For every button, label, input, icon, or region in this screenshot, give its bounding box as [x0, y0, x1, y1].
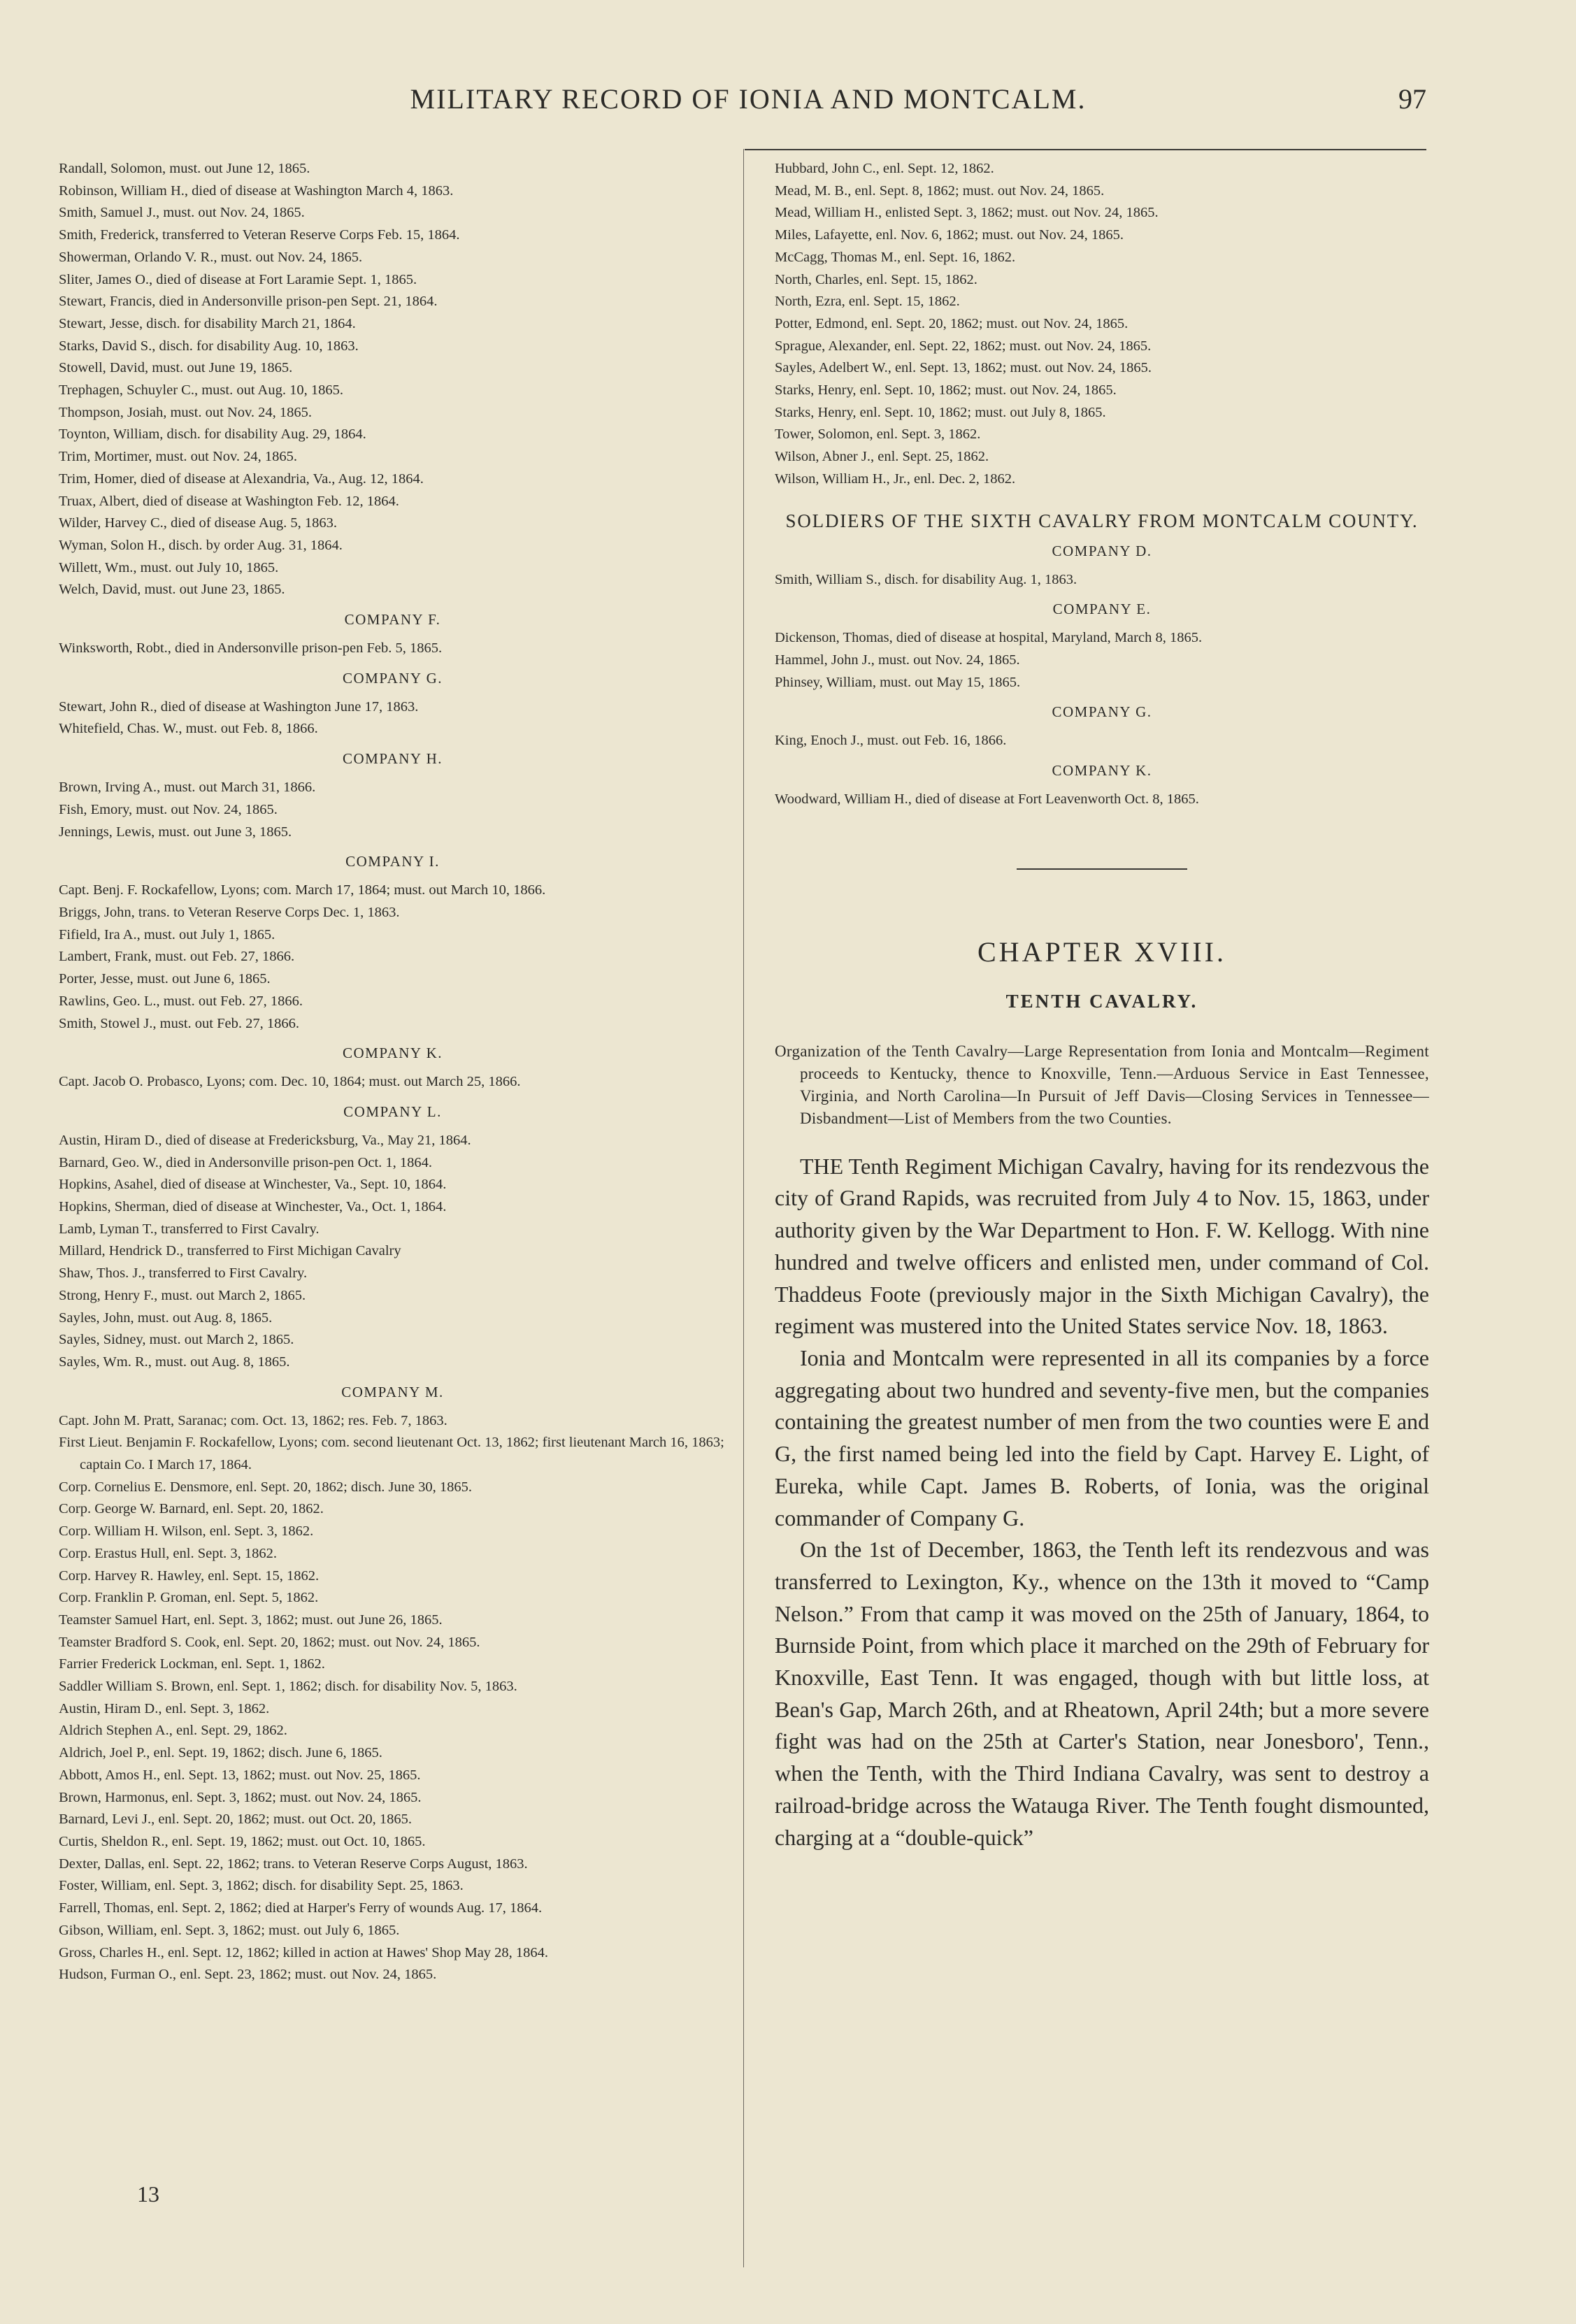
company-heading: COMPANY M.: [341, 1383, 444, 1400]
roster-entry: Sayles, Adelbert W., enl. Sept. 13, 1862; must. out Nov. 24, 1865.: [775, 360, 1152, 376]
roster-entry: Sprague, Alexander, enl. Sept. 22, 1862; must. out Nov. 24, 1865.: [775, 338, 1152, 354]
roster-entry: Lambert, Frank, must. out Feb. 27, 1866.: [59, 949, 295, 965]
roster-entry: Smith, William S., disch. for disability Aug. 1, 1863.: [775, 571, 1077, 587]
roster-entry: Barnard, Geo. W., died in Andersonville prison-pen Oct. 1, 1864.: [59, 1154, 433, 1170]
roster-entry: Gibson, William, enl. Sept. 3, 1862; must. out July 6, 1865.: [59, 1922, 400, 1938]
roster-entry: Starks, Henry, enl. Sept. 10, 1862; must. out July 8, 1865.: [775, 404, 1106, 420]
roster-entry: Truax, Albert, died of disease at Washington Feb. 12, 1864.: [59, 493, 399, 509]
company-heading: COMPANY G.: [343, 669, 443, 687]
roster-entry: Austin, Hiram D., enl. Sept. 3, 1862.: [59, 1700, 270, 1716]
section-rule: [1017, 868, 1187, 870]
company-heading: COMPANY L.: [343, 1103, 442, 1120]
roster-entry: Curtis, Sheldon R., enl. Sept. 19, 1862; must. out Oct. 10, 1865.: [59, 1834, 426, 1849]
roster-entry: Mead, M. B., enl. Sept. 8, 1862; must. out Nov. 24, 1865.: [775, 182, 1105, 199]
roster-entry: Brown, Irving A., must. out March 31, 1866.: [59, 780, 316, 796]
page-number: 97: [1398, 83, 1426, 115]
roster-entry: Starks, Henry, enl. Sept. 10, 1862; must. out Nov. 24, 1865.: [775, 382, 1117, 399]
roster-entry: Aldrich, Joel P., enl. Sept. 19, 1862; disch. June 6, 1865.: [59, 1745, 382, 1761]
roster-entry: Wilder, Harvey C., died of disease Aug. 5, 1863.: [59, 515, 338, 531]
roster-entry: Teamster Samuel Hart, enl. Sept. 3, 1862; must. out June 26, 1865.: [59, 1612, 443, 1628]
roster-entry: Jennings, Lewis, must. out June 3, 1865.: [59, 824, 292, 840]
roster-entry: Corp. Harvey R. Hawley, enl. Sept. 15, 1862.: [59, 1568, 320, 1584]
roster-entry: Hopkins, Asahel, died of disease at Winchester, Va., Sept. 10, 1864.: [59, 1177, 447, 1193]
roster-entry: Sayles, Sidney, must. out March 2, 1865.: [59, 1332, 294, 1348]
chapter-paragraph: Ionia and Montcalm were represented in all its companies by a force aggregating about two hundred and seventy-five men, but the companies containing the greatest number of men from the two counties were E and G, the first named being led into the field by Capt. Harvey E. Light, of Eureka, while Capt. James B. Roberts, of Ionia, was the original commander of Company G.: [775, 1344, 1429, 1530]
page-header: [70, 83, 1426, 131]
roster-entry: Farrell, Thomas, enl. Sept. 2, 1862; died at Harper's Ferry of wounds Aug. 17, 1864.: [59, 1900, 543, 1916]
roster-entry: Wyman, Solon H., disch. by order Aug. 31, 1864.: [59, 537, 343, 553]
roster-entry: Sayles, John, must. out Aug. 8, 1865.: [59, 1310, 273, 1326]
company-heading: COMPANY I.: [345, 853, 440, 870]
roster-entry: Phinsey, William, must. out May 15, 1865.: [775, 674, 1021, 690]
roster-entry: Rawlins, Geo. L., must. out Feb. 27, 1866.: [59, 993, 303, 1009]
company-heading: COMPANY K.: [1052, 762, 1152, 780]
roster-entry: Showerman, Orlando V. R., must. out Nov. 24, 1865.: [59, 249, 363, 265]
roster-entry: Miles, Lafayette, enl. Nov. 6, 1862; must. out Nov. 24, 1865.: [775, 227, 1124, 243]
chapter-body: [775, 1151, 1429, 1853]
company-heading: COMPANY H.: [343, 750, 443, 768]
roster-entry: Robinson, William H., died of disease at Washington March 4, 1863.: [59, 182, 454, 199]
roster-entry: Hopkins, Sherman, died of disease at Winchester, Va., Oct. 1, 1864.: [59, 1199, 447, 1215]
roster-entry: Welch, David, must. out June 23, 1865.: [59, 582, 285, 598]
roster-entry: Shaw, Thos. J., transferred to First Cavalry.: [59, 1265, 308, 1282]
roster-entry: Stewart, Jesse, disch. for disability March 21, 1864.: [59, 315, 356, 331]
header-rule: [745, 149, 1426, 150]
running-title: MILITARY RECORD OF IONIA AND MONTCALM.: [410, 83, 1087, 115]
roster-entry: Capt. John M. Pratt, Saranac; com. Oct. 13, 1862; res. Feb. 7, 1863.: [59, 1412, 447, 1428]
roster-entry: Willett, Wm., must. out July 10, 1865.: [59, 559, 279, 575]
roster-entry: Sayles, Wm. R., must. out Aug. 8, 1865.: [59, 1354, 290, 1370]
roster-entry: Teamster Bradford S. Cook, enl. Sept. 20, 1862; must. out Nov. 24, 1865.: [59, 1634, 480, 1650]
roster-entry: Woodward, William H., died of disease at Fort Leavenworth Oct. 8, 1865.: [775, 791, 1199, 808]
roster-entry: Mead, William H., enlisted Sept. 3, 1862; must. out Nov. 24, 1865.: [775, 205, 1159, 221]
roster-entry: Stewart, Francis, died in Andersonville prison-pen Sept. 21, 1864.: [59, 294, 438, 310]
roster-entry: Tower, Solomon, enl. Sept. 3, 1862.: [775, 426, 981, 443]
chapter-paragraph: On the 1st of December, 1863, the Tenth left its rendezvous and was transferred to Lexington, Ky., whence on the 13th it moved to “Camp Nelson.” From that camp it was moved on the 25th of January, 1864, to Burnside Point, from which place it marched on the 29th of February for Knoxville, East Tenn. It was engaged, though with but little loss, at Bean's Gap, March 26th, and at Rheatown, April 24th; but a more severe fight was had on the 25th at Carter's Station, near Jonesboro', Tenn., when the Tenth, with the Third Indiana Cavalry, was sent to destroy a railroad-bridge across the Watauga River. The Tenth fought dismounted, charging at a “double-quick”: [775, 1537, 1429, 1850]
company-heading: COMPANY E.: [1052, 601, 1152, 618]
roster-entry: Foster, William, enl. Sept. 3, 1862; disch. for disability Sept. 25, 1863.: [59, 1878, 464, 1894]
roster-entry: Randall, Solomon, must. out June 12, 1865.: [59, 161, 310, 176]
roster-entry: Sliter, James O., died of disease at Fort Laramie Sept. 1, 1865.: [59, 271, 417, 287]
right-column: [775, 158, 1429, 1853]
roster-entry: Trim, Mortimer, must. out Nov. 24, 1865.: [59, 449, 298, 465]
roster-entry: Thompson, Josiah, must. out Nov. 24, 1865.: [59, 404, 312, 420]
roster-entry: King, Enoch J., must. out Feb. 16, 1866.: [775, 733, 1007, 749]
roster-entry: Barnard, Levi J., enl. Sept. 20, 1862; must. out Oct. 20, 1865.: [59, 1812, 413, 1828]
chapter-synopsis: Organization of the Tenth Cavalry—Large Representation from Ionia and Montcalm—Regiment proceeds to Kentucky, thence to Knoxville, Tenn.—Arduous Service in East Tennessee, Virginia, and North Carolina—In Pursuit of Jeff Davis—Closing Services in Tennessee—Disbandment—List of Members from the two Counties.: [775, 1042, 1429, 1127]
roster-entry: Corp. Erastus Hull, enl. Sept. 3, 1862.: [59, 1545, 278, 1561]
roster-entry: Briggs, John, trans. to Veteran Reserve Corps Dec. 1, 1863.: [59, 904, 400, 920]
roster-entry: Stowell, David, must. out June 19, 1865.: [59, 360, 293, 376]
roster-entry: Dexter, Dallas, enl. Sept. 22, 1862; trans. to Veteran Reserve Corps August, 1863.: [59, 1856, 528, 1872]
roster-entry: Lamb, Lyman T., transferred to First Cavalry.: [59, 1221, 320, 1237]
roster-entry: Strong, Henry F., must. out March 2, 1865.: [59, 1287, 306, 1303]
roster-entry: First Lieut. Benjamin F. Rockafellow, Lyons; com. second lieutenant Oct. 13, 1862; first lieutenant March 16, 1863; captain Co. I March 17, 1864.: [59, 1435, 724, 1473]
roster-entry: North, Ezra, enl. Sept. 15, 1862.: [775, 294, 960, 310]
roster-entry: Aldrich Stephen A., enl. Sept. 29, 1862.: [59, 1723, 287, 1739]
roster-entry: Hudson, Furman O., enl. Sept. 23, 1862; must. out Nov. 24, 1865.: [59, 1967, 437, 1983]
roster-entry: Smith, Samuel J., must. out Nov. 24, 1865.: [59, 205, 305, 221]
roster-entry: Wilson, Abner J., enl. Sept. 25, 1862.: [775, 449, 989, 465]
roster-entry: Corp. George W. Barnard, enl. Sept. 20, 1862.: [59, 1501, 324, 1517]
roster-entry: Fish, Emory, must. out Nov. 24, 1865.: [59, 801, 278, 817]
roster-entry: Hammel, John J., must. out Nov. 24, 1865.: [775, 652, 1020, 668]
roster-entry: Toynton, William, disch. for disability Aug. 29, 1864.: [59, 426, 366, 443]
roster-entry: Fifield, Ira A., must. out July 1, 1865.: [59, 926, 275, 942]
chapter-title: CHAPTER XVIII.: [977, 935, 1226, 968]
company-heading: COMPANY D.: [1052, 542, 1152, 559]
company-heading: COMPANY G.: [1052, 703, 1152, 721]
roster-entry: Dickenson, Thomas, died of disease at hospital, Maryland, March 8, 1865.: [775, 630, 1203, 646]
roster-entry: Stewart, John R., died of disease at Washington June 17, 1863.: [59, 698, 419, 715]
roster-entry: Potter, Edmond, enl. Sept. 20, 1862; must. out Nov. 24, 1865.: [775, 315, 1129, 331]
company-m-continued: [775, 158, 1429, 491]
roster-entry: McCagg, Thomas M., enl. Sept. 16, 1862.: [775, 249, 1016, 265]
sixth-cavalry-title: SOLDIERS OF THE SIXTH CAVALRY FROM MONTCALM COUNTY.: [785, 510, 1419, 531]
roster-entry: Gross, Charles H., enl. Sept. 12, 1862; killed in action at Hawes' Shop May 28, 1864.: [59, 1944, 549, 1960]
roster-entry: Whitefield, Chas. W., must. out Feb. 8, 1866.: [59, 721, 318, 737]
roster-entry: Saddler William S. Brown, enl. Sept. 1, 1862; disch. for disability Nov. 5, 1863.: [59, 1679, 517, 1695]
roster-entry: Capt. Jacob O. Probasco, Lyons; com. Dec. 10, 1864; must. out March 25, 1866.: [59, 1074, 521, 1090]
roster-entry: Capt. Benj. F. Rockafellow, Lyons; com. March 17, 1864; must. out March 10, 1866.: [59, 882, 546, 898]
roster-entry: Hubbard, John C., enl. Sept. 12, 1862.: [775, 161, 994, 176]
roster-entry: Wilson, William H., Jr., enl. Dec. 2, 1862.: [775, 471, 1016, 487]
roster-entry: Porter, Jesse, must. out June 6, 1865.: [59, 971, 271, 987]
roster-entry: Starks, David S., disch. for disability Aug. 10, 1863.: [59, 338, 359, 354]
roster-entry: Winksworth, Robt., died in Andersonville prison-pen Feb. 5, 1865.: [59, 640, 443, 657]
left-column: [59, 158, 726, 1986]
roster-entry: Smith, Frederick, transferred to Veteran Reserve Corps Feb. 15, 1864.: [59, 227, 460, 243]
signature-mark: 13: [137, 2181, 159, 2207]
column-divider: [743, 149, 744, 2267]
sixth-cavalry-sections: [775, 543, 1429, 811]
roster-entry: Farrier Frederick Lockman, enl. Sept. 1, 1862.: [59, 1656, 325, 1672]
roster-entry: Smith, Stowel J., must. out Feb. 27, 1866.: [59, 1015, 299, 1031]
roster-entry: Millard, Hendrick D., transferred to First Michigan Cavalry: [59, 1243, 401, 1259]
roster-entry: Austin, Hiram D., died of disease at Fredericksburg, Va., May 21, 1864.: [59, 1132, 471, 1148]
company-heading: COMPANY K.: [343, 1045, 443, 1062]
roster-entry: Trim, Homer, died of disease at Alexandria, Va., Aug. 12, 1864.: [59, 471, 424, 487]
chapter-subtitle: TENTH CAVALRY.: [1005, 990, 1198, 1012]
roster-entry: Abbott, Amos H., enl. Sept. 13, 1862; must. out Nov. 25, 1865.: [59, 1767, 421, 1783]
roster-entry: Corp. William H. Wilson, enl. Sept. 3, 1862.: [59, 1523, 314, 1540]
roster-entry: North, Charles, enl. Sept. 15, 1862.: [775, 271, 977, 287]
roster-entry: Brown, Harmonus, enl. Sept. 3, 1862; must. out Nov. 24, 1865.: [59, 1789, 422, 1805]
company-heading: COMPANY F.: [344, 611, 441, 629]
roster-entry: Trephagen, Schuyler C., must. out Aug. 10, 1865.: [59, 382, 343, 399]
chapter-paragraph: THE Tenth Regiment Michigan Cavalry, having for its rendezvous the city of Grand Rapids, was recruited from July 4 to Nov. 15, 1863, under authority given by the War Department to Hon. F. W. Kellogg. With nine hundred and twelve officers and enlisted men, under command of Col. Thaddeus Foote (previously major in the Sixth Michigan Cavalry), the regiment was mustered into the United States service Nov. 18, 1863.: [775, 1153, 1429, 1339]
roster-entry: Corp. Cornelius E. Densmore, enl. Sept. 20, 1862; disch. June 30, 1865.: [59, 1479, 473, 1495]
roster-entry: Corp. Franklin P. Groman, enl. Sept. 5, 1862.: [59, 1590, 319, 1606]
